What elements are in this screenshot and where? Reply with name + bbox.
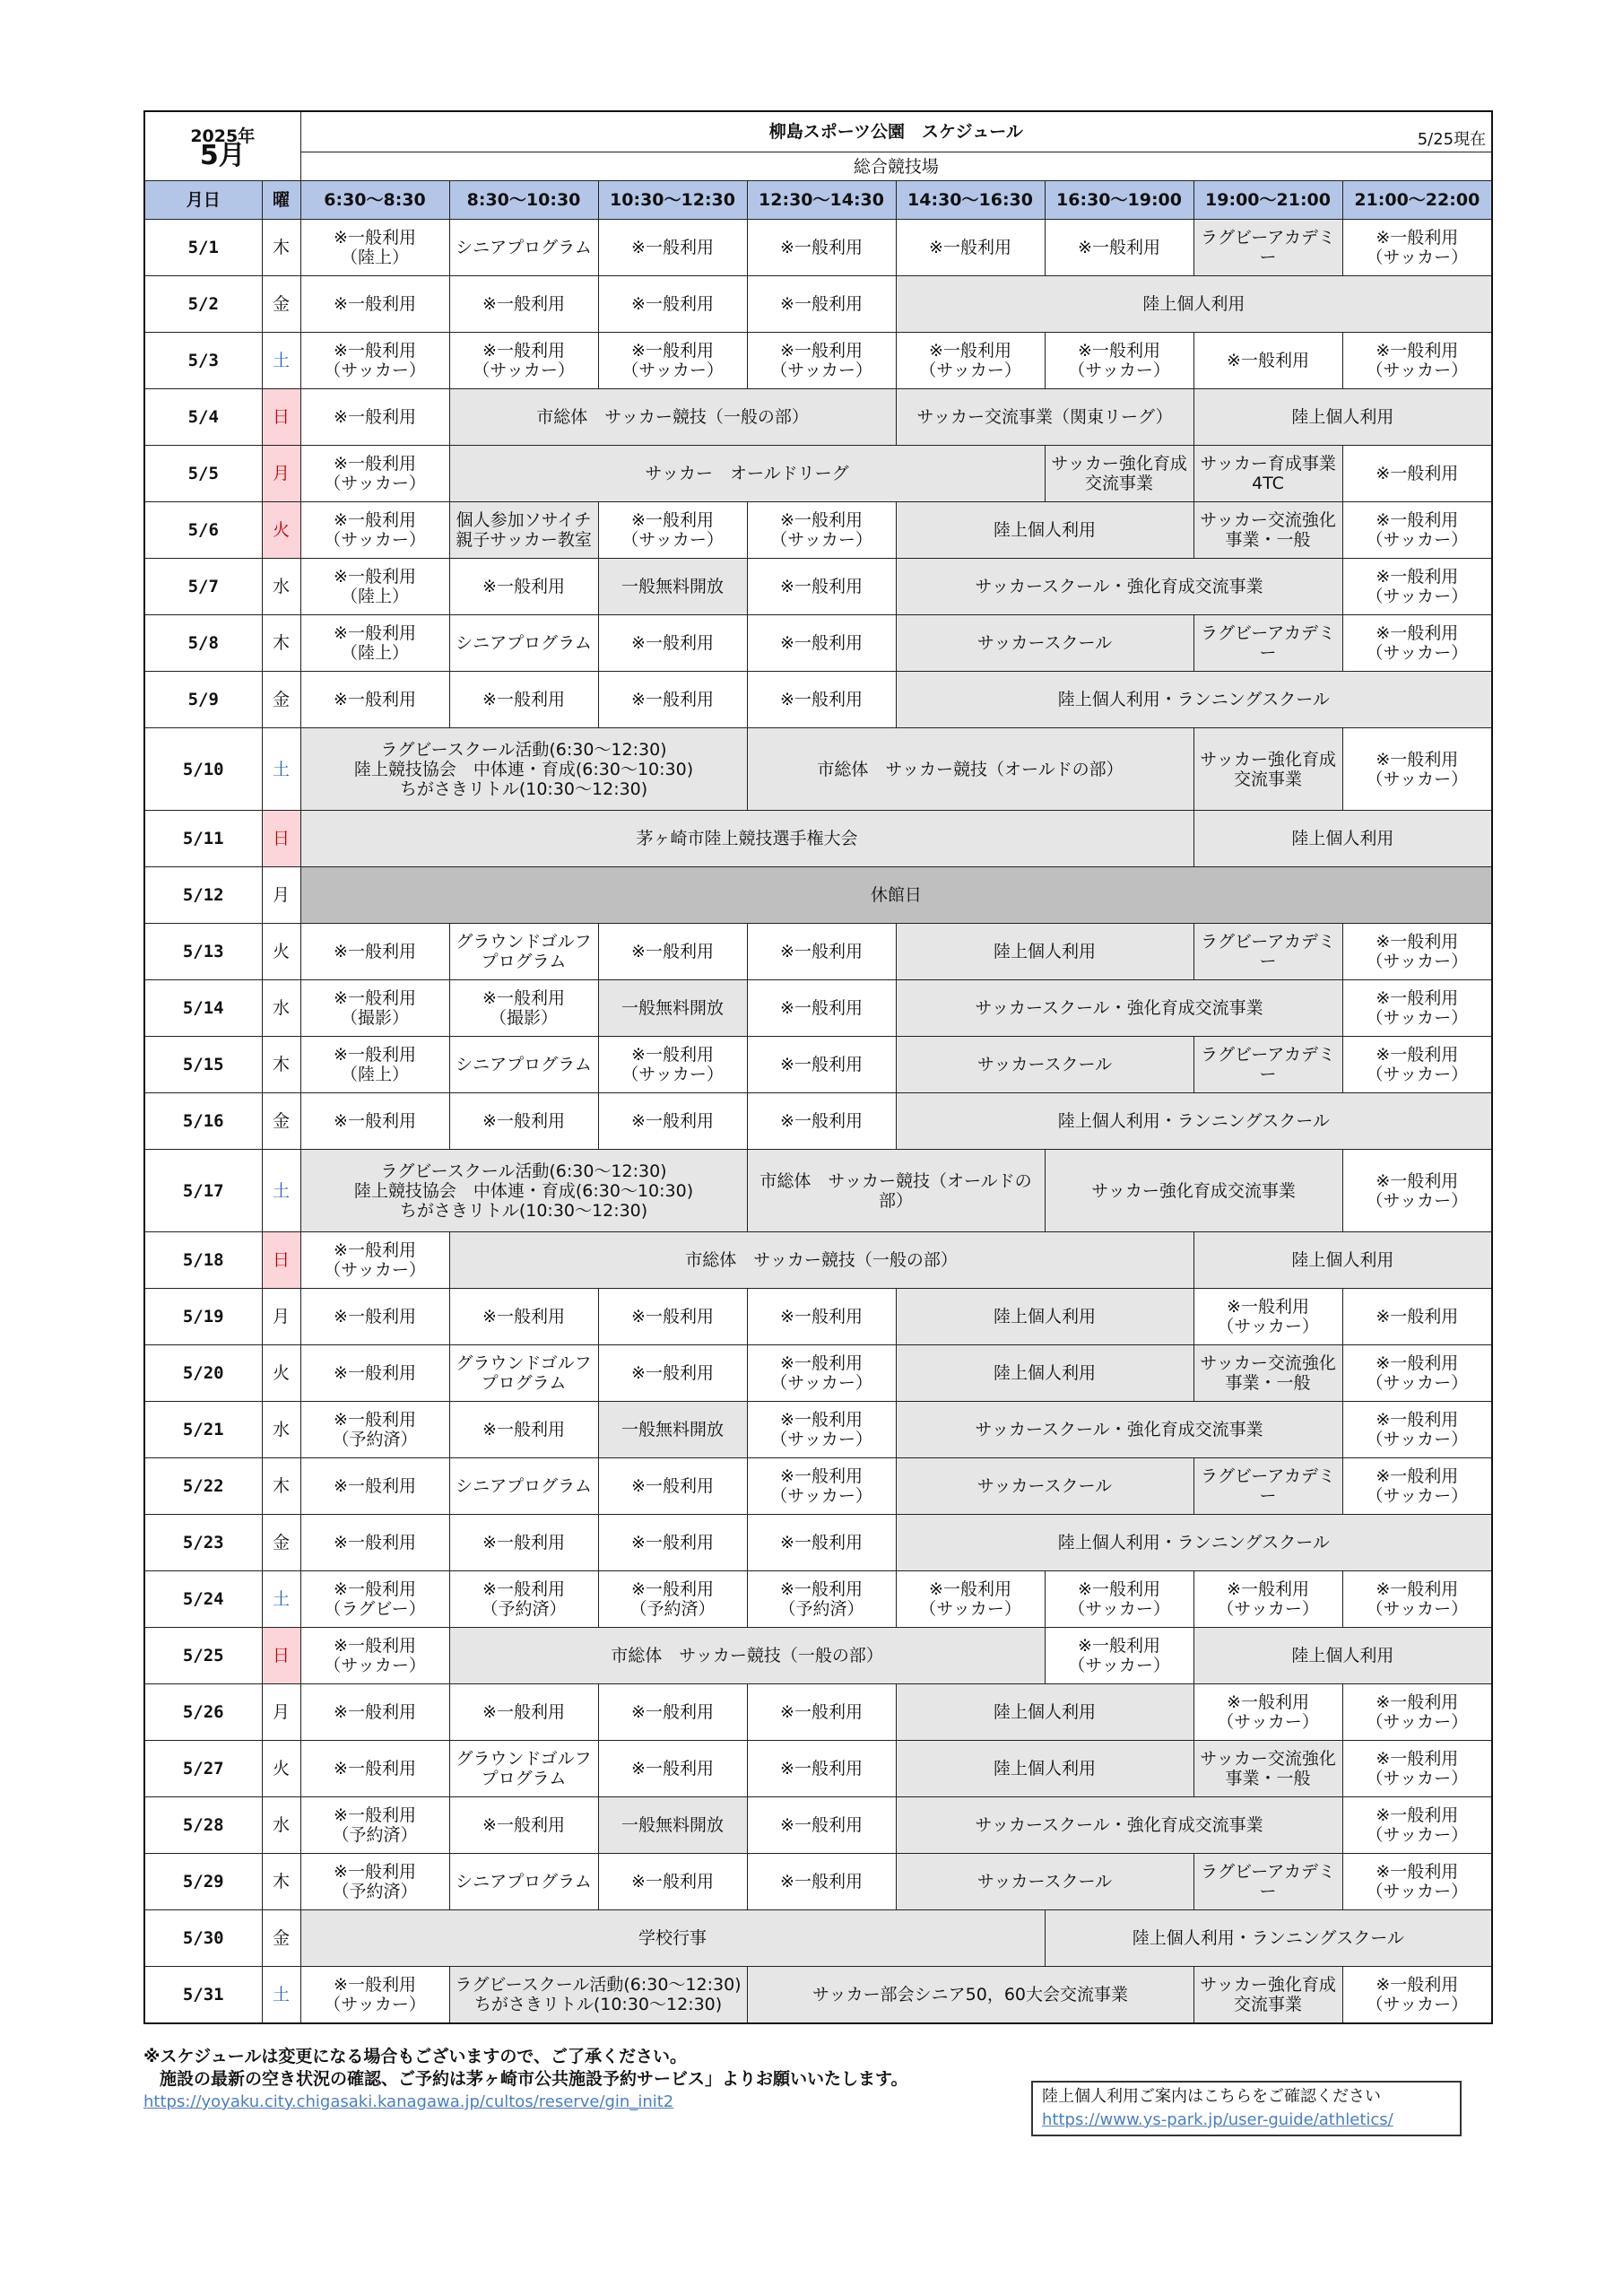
schedule-cell: ※一般利用 (598, 1345, 747, 1402)
weekday-cell: 金 (262, 672, 300, 728)
schedule-cell: 陸上個人利用・ランニングスクール (896, 672, 1492, 728)
schedule-cell: ※一般利用 （サッカー） (1193, 1289, 1342, 1345)
schedule-cell: ※一般利用 （サッカー） (1342, 220, 1492, 276)
col-timeslot: 8:30〜10:30 (449, 181, 598, 220)
weekday-cell: 金 (262, 1093, 300, 1150)
schedule-row (144, 1458, 1492, 1515)
schedule-cell: ※一般利用 (300, 672, 449, 728)
note-change: ※スケジュールは変更になる場合もございますので、ご了承ください。 (143, 2047, 687, 2066)
date-cell: 5/21 (144, 1402, 262, 1458)
date-cell: 5/25 (144, 1628, 262, 1684)
schedule-cell: 陸上個人利用 (896, 1345, 1193, 1402)
schedule-cell: グラウンドゴルフ プログラム (449, 924, 598, 980)
schedule-cell: ※一般利用 （サッカー） (747, 333, 896, 389)
schedule-row (144, 276, 1492, 333)
schedule-cell: サッカー育成事業4TC (1193, 446, 1342, 502)
schedule-cell: ※一般利用 （サッカー） (1342, 1037, 1492, 1093)
col-date: 月日 (144, 181, 262, 220)
date-cell: 5/20 (144, 1345, 262, 1402)
schedule-row (144, 389, 1492, 446)
date-cell: 5/9 (144, 672, 262, 728)
schedule-cell: ※一般利用 （サッカー） (1045, 1571, 1193, 1628)
schedule-cell: ※一般利用 (300, 1289, 449, 1345)
schedule-cell: 休館日 (300, 867, 1492, 924)
schedule-cell: ※一般利用 （サッカー） (300, 1232, 449, 1289)
schedule-cell: ※一般利用 (449, 672, 598, 728)
weekday-cell: 木 (262, 615, 300, 672)
schedule-cell: ラグビースクール活動(6:30〜12:30) 陸上競技協会 中体連・育成(6:30〜10:30) ちがさきリトル(10:30〜12:30) (300, 728, 747, 811)
schedule-cell: ラグビーアカデミー (1193, 1854, 1342, 1910)
date-cell: 5/15 (144, 1037, 262, 1093)
schedule-cell: ※一般利用 （サッカー） (1342, 1684, 1492, 1741)
schedule-cell: ラグビーアカデミー (1193, 615, 1342, 672)
schedule-row (144, 502, 1492, 559)
date-cell: 5/6 (144, 502, 262, 559)
schedule-cell: ※一般利用 （予約済） (300, 1402, 449, 1458)
date-cell: 5/28 (144, 1797, 262, 1854)
date-cell: 5/22 (144, 1458, 262, 1515)
schedule-row (144, 867, 1492, 924)
schedule-row (144, 1571, 1492, 1628)
col-timeslot: 19:00〜21:00 (1193, 181, 1342, 220)
schedule-cell: ※一般利用 (300, 389, 449, 446)
schedule-cell: ※一般利用 (747, 672, 896, 728)
schedule-cell: ※一般利用 （サッカー） (1342, 728, 1492, 811)
schedule-cell: 一般無料開放 (598, 559, 747, 615)
schedule-row (144, 1628, 1492, 1684)
weekday-cell: 木 (262, 1458, 300, 1515)
schedule-cell: ※一般利用 (747, 559, 896, 615)
footer-notes (143, 2046, 1040, 2113)
schedule-row (144, 980, 1492, 1037)
schedule-cell: ※一般利用 （サッカー） (300, 446, 449, 502)
date-cell: 5/14 (144, 980, 262, 1037)
schedule-row (144, 728, 1492, 811)
schedule-cell: ※一般利用 (449, 1402, 598, 1458)
athletics-info-text: 陸上個人利用ご案内はこちらをご確認ください (1042, 2087, 1381, 2106)
schedule-cell: ※一般利用 （サッカー） (1193, 1571, 1342, 1628)
col-timeslot: 21:00〜22:00 (1342, 181, 1492, 220)
weekday-cell: 日 (262, 1232, 300, 1289)
schedule-cell: ラグビースクール活動(6:30〜12:30) ちがさきリトル(10:30〜12:30) (449, 1967, 747, 2023)
schedule-cell: ※一般利用 （サッカー） (1342, 1150, 1492, 1232)
schedule-row (144, 1289, 1492, 1345)
schedule-cell: ※一般利用 (449, 1515, 598, 1571)
schedule-cell: ※一般利用 (747, 276, 896, 333)
schedule-cell: ※一般利用 (449, 1797, 598, 1854)
schedule-cell: サッカースクール・強化育成交流事業 (896, 1797, 1342, 1854)
col-timeslot: 14:30〜16:30 (896, 181, 1045, 220)
schedule-cell: 市総体 サッカー競技（オールドの部） (747, 728, 1193, 811)
schedule-cell: ※一般利用 （サッカー） (747, 1345, 896, 1402)
schedule-cell: ラグビーアカデミー (1193, 924, 1342, 980)
date-cell: 5/12 (144, 867, 262, 924)
schedule-cell: 陸上個人利用 (896, 1684, 1193, 1741)
schedule-cell: ※一般利用 (598, 615, 747, 672)
weekday-cell: 月 (262, 1684, 300, 1741)
schedule-cell: ※一般利用 (449, 559, 598, 615)
date-cell: 5/17 (144, 1150, 262, 1232)
title-text: 柳島スポーツ公園 スケジュール (768, 122, 1023, 142)
weekday-cell: 火 (262, 1345, 300, 1402)
date-cell: 5/4 (144, 389, 262, 446)
date-cell: 5/29 (144, 1854, 262, 1910)
note-reservation: 施設の最新の空き状況の確認、ご予約は茅ヶ崎市公共施設予約サービス」よりお願いいたします。 (160, 2069, 908, 2089)
schedule-cell: ※一般利用 (598, 1684, 747, 1741)
schedule-cell: サッカースクール (896, 1037, 1193, 1093)
weekday-cell: 火 (262, 924, 300, 980)
schedule-row (144, 1402, 1492, 1458)
schedule-cell: ※一般利用 (747, 1289, 896, 1345)
schedule-cell: ※一般利用 (300, 924, 449, 980)
schedule-cell: ※一般利用 （サッカー） (896, 1571, 1045, 1628)
schedule-cell: ※一般利用 (747, 1797, 896, 1854)
weekday-cell: 日 (262, 811, 300, 867)
schedule-cell: サッカー強化育成交流事業 (1045, 1150, 1342, 1232)
schedule-cell: ※一般利用 （サッカー） (747, 1458, 896, 1515)
schedule-cell: ※一般利用 （サッカー） (1342, 1458, 1492, 1515)
weekday-cell: 水 (262, 559, 300, 615)
schedule-cell: ※一般利用 (300, 1093, 449, 1150)
schedule-cell: ※一般利用 （サッカー） (1045, 333, 1193, 389)
schedule-cell: ※一般利用 (449, 1093, 598, 1150)
schedule-cell: ※一般利用 (598, 672, 747, 728)
schedule-cell: ※一般利用 （撮影） (449, 980, 598, 1037)
schedule-cell: ※一般利用 （サッカー） (1342, 1402, 1492, 1458)
schedule-cell: 一般無料開放 (598, 980, 747, 1037)
schedule-row (144, 672, 1492, 728)
schedule-cell: サッカースクール・強化育成交流事業 (896, 980, 1342, 1037)
schedule-cell: 陸上個人利用 (1193, 811, 1492, 867)
schedule-cell: ※一般利用 (747, 1093, 896, 1150)
schedule-cell: サッカー交流強化事業・一般 (1193, 502, 1342, 559)
weekday-cell: 土 (262, 1150, 300, 1232)
schedule-row (144, 1150, 1492, 1232)
schedule-cell: サッカースクール (896, 615, 1193, 672)
schedule-cell: ※一般利用 (300, 1515, 449, 1571)
schedule-cell: ※一般利用 （ラグビー） (300, 1571, 449, 1628)
schedule-row (144, 1232, 1492, 1289)
schedule-cell: ※一般利用 (598, 1515, 747, 1571)
schedule-cell: ※一般利用 (598, 924, 747, 980)
schedule-cell: サッカー オールドリーグ (449, 446, 1045, 502)
schedule-cell: 陸上個人利用 (896, 502, 1193, 559)
schedule-cell: ※一般利用 （サッカー） (896, 333, 1045, 389)
weekday-cell: 月 (262, 446, 300, 502)
schedule-cell: ※一般利用 （サッカー） (1045, 1628, 1193, 1684)
schedule-cell: サッカースクール (896, 1458, 1193, 1515)
weekday-cell: 木 (262, 220, 300, 276)
column-header-row (144, 181, 1492, 220)
schedule-cell: 陸上個人利用 (896, 1289, 1193, 1345)
weekday-cell: 月 (262, 867, 300, 924)
weekday-cell: 土 (262, 1967, 300, 2023)
schedule-row (144, 1684, 1492, 1741)
schedule-cell: ※一般利用 (896, 220, 1045, 276)
schedule-cell: シニアプログラム (449, 1037, 598, 1093)
schedule-cell: ※一般利用 (747, 220, 896, 276)
schedule-cell: サッカー交流事業（関東リーグ） (896, 389, 1193, 446)
weekday-cell: 月 (262, 1289, 300, 1345)
schedule-cell: ※一般利用 （サッカー） (747, 1402, 896, 1458)
schedule-row (144, 1741, 1492, 1797)
weekday-cell: 金 (262, 1515, 300, 1571)
schedule-cell: ラグビースクール活動(6:30〜12:30) 陸上競技協会 中体連・育成(6:30〜10:30) ちがさきリトル(10:30〜12:30) (300, 1150, 747, 1232)
schedule-cell: ※一般利用 （予約済） (747, 1571, 896, 1628)
col-weekday: 曜 (262, 181, 300, 220)
date-cell: 5/27 (144, 1741, 262, 1797)
schedule-row (144, 333, 1492, 389)
schedule-cell: ※一般利用 （サッカー） (449, 333, 598, 389)
schedule-cell: ※一般利用 （サッカー） (300, 1628, 449, 1684)
schedule-cell: ※一般利用 (300, 1684, 449, 1741)
schedule-cell: 陸上個人利用 (1193, 1232, 1492, 1289)
weekday-cell: 金 (262, 1910, 300, 1967)
col-timeslot: 16:30〜19:00 (1045, 181, 1193, 220)
schedule-cell: 市総体 サッカー競技（一般の部） (449, 1628, 1045, 1684)
as-of-date: 5/25現在 (1417, 130, 1487, 149)
col-timeslot: 12:30〜14:30 (747, 181, 896, 220)
date-cell: 5/11 (144, 811, 262, 867)
date-cell: 5/13 (144, 924, 262, 980)
schedule-cell: 陸上個人利用・ランニングスクール (896, 1093, 1492, 1150)
schedule-cell: サッカー交流強化事業・一般 (1193, 1741, 1342, 1797)
date-cell: 5/1 (144, 220, 262, 276)
schedule-cell: 陸上個人利用・ランニングスクール (896, 1515, 1492, 1571)
date-cell: 5/7 (144, 559, 262, 615)
schedule-cell: 茅ヶ崎市陸上競技選手権大会 (300, 811, 1193, 867)
schedule-cell: サッカー強化育成交流事業 (1193, 728, 1342, 811)
schedule-cell: 陸上個人利用 (896, 276, 1492, 333)
schedule-cell: サッカー部会シニア50，60大会交流事業 (747, 1967, 1193, 2023)
date-cell: 5/31 (144, 1967, 262, 2023)
schedule-cell: ※一般利用 (598, 1854, 747, 1910)
page-title (300, 111, 1492, 152)
schedule-cell: グラウンドゴルフ プログラム (449, 1741, 598, 1797)
schedule-cell: ※一般利用 （サッカー） (1342, 924, 1492, 980)
schedule-cell: 市総体 サッカー競技（一般の部） (449, 1232, 1193, 1289)
weekday-cell: 火 (262, 502, 300, 559)
schedule-row (144, 559, 1492, 615)
schedule-cell: サッカースクール・強化育成交流事業 (896, 1402, 1342, 1458)
schedule-cell: サッカー交流強化事業・一般 (1193, 1345, 1342, 1402)
schedule-cell: シニアプログラム (449, 615, 598, 672)
date-cell: 5/24 (144, 1571, 262, 1628)
schedule-cell: ※一般利用 （サッカー） (598, 1037, 747, 1093)
schedule-cell: ※一般利用 (747, 924, 896, 980)
schedule-cell: ※一般利用 （サッカー） (300, 333, 449, 389)
schedule-cell: ※一般利用 （サッカー） (598, 333, 747, 389)
month-label: 5月 (199, 140, 246, 171)
schedule-cell: ※一般利用 （サッカー） (1342, 615, 1492, 672)
athletics-info-box (1031, 2081, 1462, 2136)
schedule-cell: ※一般利用 (747, 980, 896, 1037)
schedule-cell: ※一般利用 (747, 1037, 896, 1093)
schedule-row (144, 924, 1492, 980)
schedule-cell: ラグビーアカデミー (1193, 1458, 1342, 1515)
schedule-cell: ※一般利用 （予約済） (598, 1571, 747, 1628)
schedule-cell: ※一般利用 （サッカー） (1342, 333, 1492, 389)
schedule-cell: ※一般利用 (449, 1289, 598, 1345)
schedule-cell: ※一般利用 (747, 1515, 896, 1571)
schedule-row (144, 1345, 1492, 1402)
schedule-row (144, 1854, 1492, 1910)
schedule-row (144, 811, 1492, 867)
schedule-cell: ※一般利用 （サッカー） (1342, 1741, 1492, 1797)
schedule-row (144, 1515, 1492, 1571)
schedule-cell: ラグビーアカデミー (1193, 220, 1342, 276)
schedule-cell: シニアプログラム (449, 220, 598, 276)
date-cell: 5/10 (144, 728, 262, 811)
schedule-cell: 陸上個人利用 (1193, 1628, 1492, 1684)
schedule-cell: ※一般利用 (598, 220, 747, 276)
date-cell: 5/26 (144, 1684, 262, 1741)
schedule-cell: 陸上個人利用 (896, 924, 1193, 980)
schedule-cell: ※一般利用 （サッカー） (1193, 1684, 1342, 1741)
schedule-cell: ※一般利用 （予約済） (449, 1571, 598, 1628)
weekday-cell: 水 (262, 980, 300, 1037)
schedule-cell: 学校行事 (300, 1910, 1045, 1967)
schedule-cell: 陸上個人利用・ランニングスクール (1045, 1910, 1492, 1967)
schedule-row (144, 615, 1492, 672)
date-cell: 5/16 (144, 1093, 262, 1150)
schedule-row (144, 1797, 1492, 1854)
weekday-cell: 土 (262, 728, 300, 811)
schedule-cell: 一般無料開放 (598, 1402, 747, 1458)
year-label: 2025年 (190, 126, 256, 146)
schedule-cell: 市総体 サッカー競技（オールドの部） (747, 1150, 1045, 1232)
schedule-cell: ※一般利用 (598, 1289, 747, 1345)
weekday-cell: 土 (262, 333, 300, 389)
schedule-cell: ※一般利用 （陸上） (300, 615, 449, 672)
schedule-row (144, 1093, 1492, 1150)
schedule-cell: ※一般利用 （サッカー） (1342, 502, 1492, 559)
schedule-cell: サッカー強化育成交流事業 (1193, 1967, 1342, 2023)
date-cell: 5/23 (144, 1515, 262, 1571)
schedule-cell: ※一般利用 (747, 615, 896, 672)
schedule-cell: ※一般利用 （陸上） (300, 1037, 449, 1093)
weekday-cell: 木 (262, 1854, 300, 1910)
schedule-cell: ※一般利用 （サッカー） (1342, 1797, 1492, 1854)
schedule-cell: ※一般利用 (1045, 220, 1193, 276)
schedule-cell: サッカースクール (896, 1854, 1193, 1910)
year-month (144, 111, 300, 181)
athletics-info-link[interactable]: https://www.ys-park.jp/user-guide/athletics/ (1042, 2110, 1393, 2129)
schedule-cell: ※一般利用 (1342, 446, 1492, 502)
weekday-cell: 金 (262, 276, 300, 333)
weekday-cell: 木 (262, 1037, 300, 1093)
schedule-cell: グラウンドゴルフ プログラム (449, 1345, 598, 1402)
schedule-cell: ※一般利用 （サッカー） (300, 502, 449, 559)
schedule-cell: 個人参加ソサイチ 親子サッカー教室 (449, 502, 598, 559)
schedule-cell: サッカー強化育成交流事業 (1045, 446, 1193, 502)
schedule-cell: ※一般利用 （撮影） (300, 980, 449, 1037)
schedule-cell: ※一般利用 (598, 1741, 747, 1797)
schedule-cell: ※一般利用 （サッカー） (300, 1967, 449, 2023)
schedule-cell: 陸上個人利用 (896, 1741, 1193, 1797)
col-timeslot: 6:30〜8:30 (300, 181, 449, 220)
weekday-cell: 日 (262, 1628, 300, 1684)
schedule-row (144, 1037, 1492, 1093)
schedule-cell: サッカースクール・強化育成交流事業 (896, 559, 1342, 615)
schedule-cell: ※一般利用 (747, 1854, 896, 1910)
schedule-cell: ※一般利用 (1193, 333, 1342, 389)
schedule-row (144, 1910, 1492, 1967)
schedule-cell: ※一般利用 （サッカー） (1342, 1345, 1492, 1402)
schedule-cell: ※一般利用 （サッカー） (598, 502, 747, 559)
col-timeslot: 10:30〜12:30 (598, 181, 747, 220)
schedule-cell: ※一般利用 （サッカー） (1342, 559, 1492, 615)
schedule-cell: ※一般利用 (598, 1458, 747, 1515)
schedule-cell: ※一般利用 (449, 276, 598, 333)
schedule-cell: 市総体 サッカー競技（一般の部） (449, 389, 896, 446)
schedule-cell: ※一般利用 (300, 1345, 449, 1402)
schedule-cell: ※一般利用 （予約済） (300, 1854, 449, 1910)
schedule-cell: ※一般利用 (747, 1684, 896, 1741)
schedule-cell: ※一般利用 (300, 276, 449, 333)
schedule-cell: ※一般利用 (449, 1684, 598, 1741)
schedule-cell: ※一般利用 （サッカー） (1342, 1854, 1492, 1910)
schedule-cell: ※一般利用 （予約済） (300, 1797, 449, 1854)
date-cell: 5/5 (144, 446, 262, 502)
schedule-cell: ※一般利用 (1342, 1289, 1492, 1345)
schedule-cell: シニアプログラム (449, 1854, 598, 1910)
date-cell: 5/3 (144, 333, 262, 389)
schedule-row (144, 220, 1492, 276)
schedule-cell: ※一般利用 (747, 1741, 896, 1797)
date-cell: 5/2 (144, 276, 262, 333)
schedule-row (144, 1967, 1492, 2023)
schedule-cell: ※一般利用 （サッカー） (747, 502, 896, 559)
weekday-cell: 水 (262, 1797, 300, 1854)
weekday-cell: 土 (262, 1571, 300, 1628)
schedule-cell: ※一般利用 (300, 1741, 449, 1797)
schedule-cell: ※一般利用 (300, 1458, 449, 1515)
schedule-cell: 一般無料開放 (598, 1797, 747, 1854)
date-cell: 5/18 (144, 1232, 262, 1289)
schedule-table (143, 110, 1493, 2024)
date-cell: 5/19 (144, 1289, 262, 1345)
date-cell: 5/8 (144, 615, 262, 672)
schedule-cell: ※一般利用 (598, 1093, 747, 1150)
schedule-cell: ※一般利用 （陸上） (300, 220, 449, 276)
schedule-row (144, 446, 1492, 502)
schedule-cell: ※一般利用 （サッカー） (1342, 1967, 1492, 2023)
schedule-cell: ※一般利用 (598, 276, 747, 333)
weekday-cell: 日 (262, 389, 300, 446)
date-cell: 5/30 (144, 1910, 262, 1967)
schedule-cell: シニアプログラム (449, 1458, 598, 1515)
venue-label: 総合競技場 (300, 152, 1492, 181)
schedule-body (144, 220, 1492, 2023)
weekday-cell: 水 (262, 1402, 300, 1458)
schedule-cell: ※一般利用 （サッカー） (1342, 980, 1492, 1037)
schedule-cell: 陸上個人利用 (1193, 389, 1492, 446)
schedule-cell: ※一般利用 （サッカー） (1342, 1571, 1492, 1628)
schedule-sheet (143, 110, 1491, 2024)
reservation-link[interactable]: https://yoyaku.city.chigasaki.kanagawa.jp/cultos/reserve/gin_init2 (143, 2092, 674, 2111)
weekday-cell: 火 (262, 1741, 300, 1797)
schedule-cell: ※一般利用 （陸上） (300, 559, 449, 615)
schedule-cell: ラグビーアカデミー (1193, 1037, 1342, 1093)
